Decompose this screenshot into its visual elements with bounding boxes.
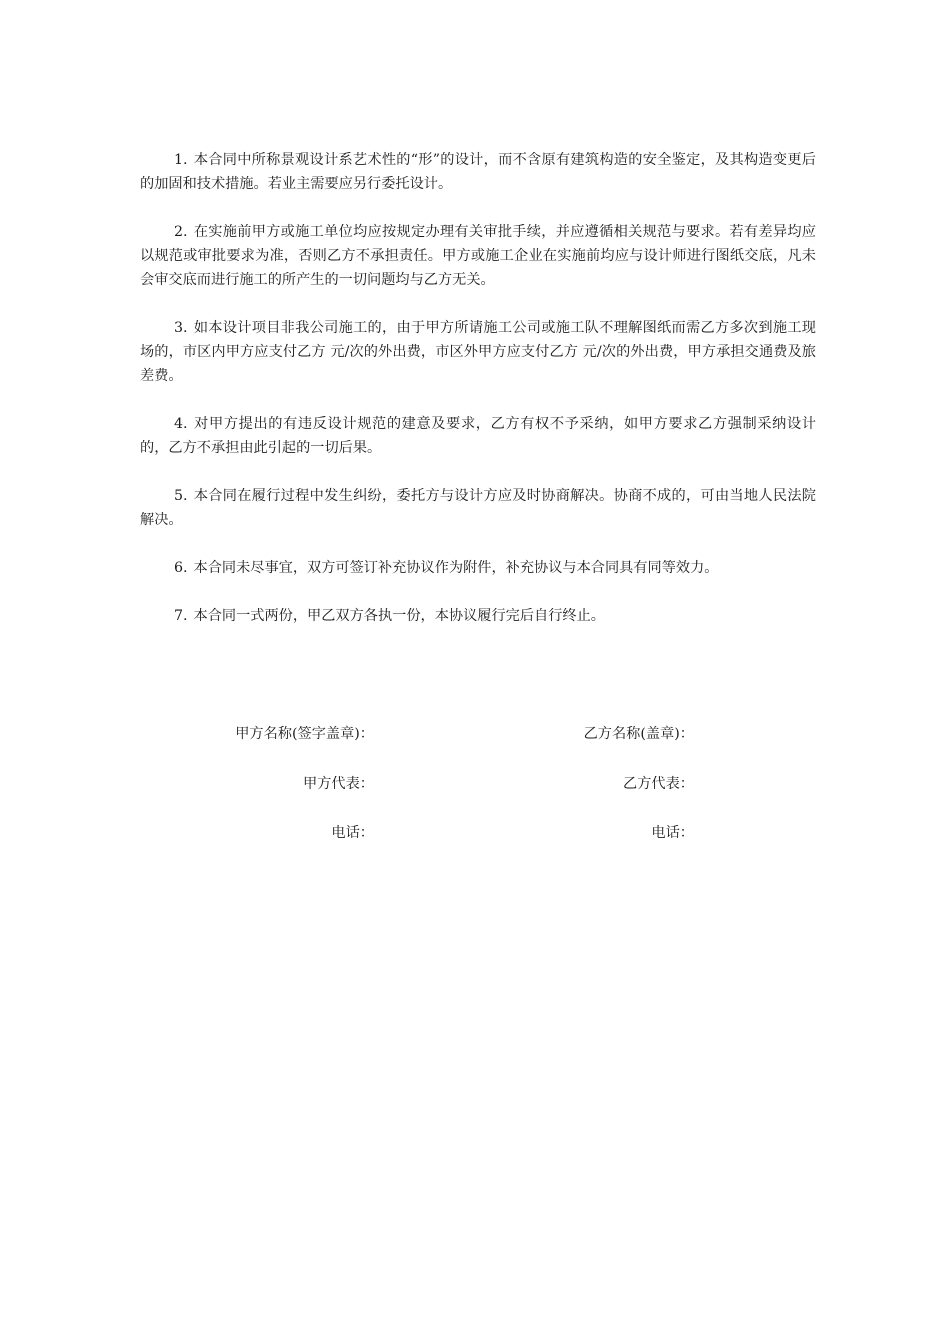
party-b-representative-label: 乙方代表： <box>623 776 694 792</box>
clause-text: 本合同一式两份，甲乙双方各执一份，本协议履行完后自行终止。 <box>193 608 605 624</box>
clause-number: 2. <box>174 224 188 240</box>
clause-number: 5. <box>174 488 188 504</box>
party-a-name-label: 甲方名称(签字盖章)： <box>235 726 374 742</box>
clause-text: 对甲方提出的有违反设计规范的建意及要求，乙方有权不予采纳，如甲方要求乙方强制采纳设计的，乙方不承担由此引起的一切后果。 <box>140 416 816 456</box>
party-a-phone-label: 电话： <box>331 825 374 841</box>
clause-2 <box>140 220 816 292</box>
clause-7 <box>140 604 816 628</box>
clause-number: 7. <box>174 608 188 624</box>
clause-text: 本合同未尽事宜，双方可签订补充协议作为附件，补充协议与本合同具有同等效力。 <box>193 560 719 576</box>
clause-6 <box>140 556 816 580</box>
clause-number: 1. <box>174 152 188 168</box>
clause-4 <box>140 412 816 460</box>
clause-number: 3. <box>174 320 188 336</box>
party-a-representative-label: 甲方代表： <box>303 776 374 792</box>
clause-1 <box>140 148 816 196</box>
clause-text: 本合同在履行过程中发生纠纷，委托方与设计方应及时协商解决。协商不成的，可由当地人民法院解决。 <box>140 488 816 528</box>
clause-text: 在实施前甲方或施工单位均应按规定办理有关审批手续，并应遵循相关规范与要求。若有差异均应以规范或审批要求为准，否则乙方不承担责任。甲方或施工企业在实施前均应与设计师进行图纸交底，凡未会审交底而进行施工的所产生的一切问题均与乙方无关。 <box>140 224 816 288</box>
party-b-name-label: 乙方名称(盖章)： <box>583 726 694 742</box>
contract-clauses <box>140 148 816 652</box>
clause-text: 本合同中所称景观设计系艺术性的“形”的设计，而不含原有建筑构造的安全鉴定，及其构造变更后的加固和技术措施。若业主需要应另行委托设计。 <box>140 152 816 192</box>
clause-number: 6. <box>174 560 188 576</box>
party-b-phone-label: 电话： <box>651 825 694 841</box>
clause-3 <box>140 316 816 388</box>
clause-text: 如本设计项目非我公司施工的，由于甲方所请施工公司或施工队不理解图纸而需乙方多次到施工现场的，市区内甲方应支付乙方 元/次的外出费，市区外甲方应支付乙方 元/次的外出费，甲方承担交通费及旅差费。 <box>140 320 816 384</box>
clause-5 <box>140 484 816 532</box>
clause-number: 4. <box>174 416 188 432</box>
